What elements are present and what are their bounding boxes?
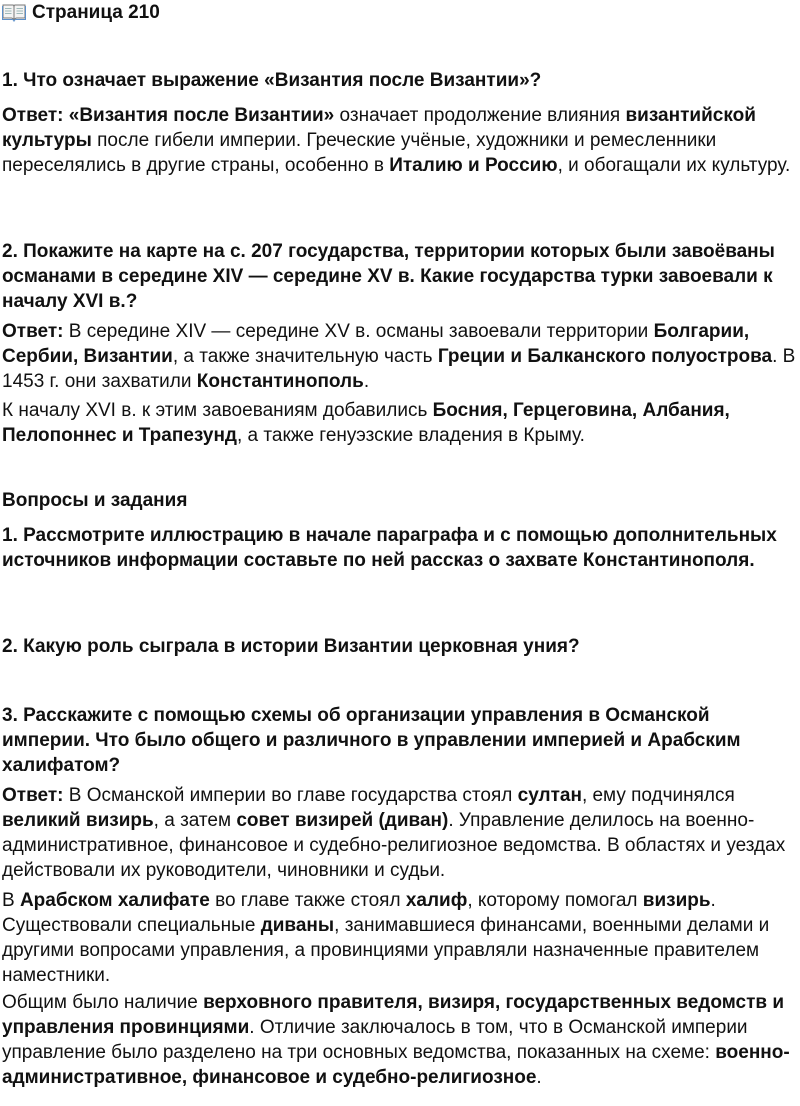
answer-3-text-1 xyxy=(2,783,800,883)
text-run: , ему подчинялся xyxy=(581,785,735,806)
text-run: означает продолжение влияния xyxy=(334,105,626,126)
bold-text-run: Константинополь xyxy=(196,371,364,392)
text-run: , а также значительную часть xyxy=(172,346,438,367)
text-run: , а также генуэзские владения в Крыму. xyxy=(236,425,585,446)
text-run: В xyxy=(2,890,20,911)
bold-text-run: Ответ: xyxy=(2,321,64,342)
text-run: В Османской империи во главе государства стоял xyxy=(63,785,518,806)
answer-2-text-2 xyxy=(2,398,800,448)
bold-text-run: Греции и Балканского полуострова xyxy=(437,346,773,367)
bold-text-run: Италию и Россию xyxy=(389,155,558,176)
text-run: . Управление делилось на военно-административное, финансовое и судебно-религиозное ведомства. В областях и уездах действовали их руководители, чиновники и судьи. xyxy=(2,810,786,881)
bold-text-run: Болгарии, Сербии, Византии xyxy=(2,321,750,367)
text-run: после гибели империи. Греческие учёные, художники и ремесленники переселялись в другие страны, особенно в xyxy=(2,130,717,176)
text-run: В середине XIV — середине XV в. османы завоевали территории xyxy=(63,321,654,342)
task-3-text: 3. Расскажите с помощью схемы об организации управления в Османской империи. Что было общего и различного в управлении империей и Арабским халифатом? xyxy=(2,705,741,776)
bold-text-run: Ответ: xyxy=(2,785,64,806)
bold-text-run: совет визирей (диван) xyxy=(236,810,449,831)
bold-text-run: Арабском халифате xyxy=(19,890,210,911)
answer-3-text-3 xyxy=(2,990,800,1090)
task-2 xyxy=(2,634,800,659)
text-run: . Отличие заключалось в том, что в Османской империи управление было разделено на три основных ведомства, показанных на схеме: xyxy=(2,1017,748,1063)
page-header xyxy=(2,0,160,25)
question-1 xyxy=(2,68,800,93)
answer-3-paragraph-2 xyxy=(2,888,800,988)
bold-text-run: византийской культуры xyxy=(2,105,756,151)
text-run: Общим было наличие xyxy=(2,992,204,1013)
text-run: , а затем xyxy=(153,810,237,831)
task-1-text: 1. Рассмотрите иллюстрацию в начале параграфа и с помощью дополнительных источников информации составьте по ней рассказ о захвате Константинополя. xyxy=(2,525,777,571)
open-book-icon xyxy=(2,2,26,22)
task-3 xyxy=(2,703,800,778)
text-run: во главе также стоял xyxy=(209,890,406,911)
text-run: . В 1453 г. они захватили xyxy=(2,346,796,392)
text-run: . xyxy=(536,1067,542,1088)
answer-1 xyxy=(2,103,800,178)
answer-3-text-2 xyxy=(2,888,800,988)
bold-text-run: Босния, Герцеговина, Албания, Пелопоннес и Трапезунд xyxy=(2,400,730,446)
bold-text-run: халиф xyxy=(405,890,468,911)
text-run: . Существовали специальные xyxy=(2,890,716,936)
answer-1-text xyxy=(2,103,800,178)
bold-text-run: диваны xyxy=(260,915,335,936)
bold-text-run: визирь xyxy=(642,890,711,911)
answer-2-paragraph-1 xyxy=(2,319,800,394)
text-run: . xyxy=(363,371,370,392)
answer-3-paragraph-1 xyxy=(2,783,800,883)
question-2 xyxy=(2,239,800,314)
text-run: , и обогащали их культуру. xyxy=(557,155,791,176)
answer-2-text-1 xyxy=(2,319,800,394)
task-2-text: 2. Какую роль сыграла в истории Византии церковная уния? xyxy=(2,636,580,657)
answer-3-paragraph-3 xyxy=(2,990,800,1090)
section-heading: Вопросы и задания xyxy=(2,490,188,511)
question-1-text: 1. Что означает выражение «Византия после Византии»? xyxy=(2,70,542,91)
text-run: , которому помогал xyxy=(467,890,643,911)
section-title xyxy=(2,488,800,513)
page-title: Страница 210 xyxy=(32,1,160,23)
bold-text-run: султан xyxy=(517,785,582,806)
answer-2-paragraph-2 xyxy=(2,398,800,448)
task-1 xyxy=(2,523,800,573)
bold-text-run: «Византия после Византии» xyxy=(68,105,335,126)
bold-text-run: Ответ: xyxy=(2,105,69,126)
bold-text-run: военно-административное, финансовое и судебно-религиозное xyxy=(2,1042,790,1088)
text-run: , занимавшиеся финансами, военными делами и другими вопросами управления, а провинциями управляли назначенные правителем наместники. xyxy=(2,915,770,986)
text-run: К началу XVI в. к этим завоеваниям добавились xyxy=(2,400,433,421)
bold-text-run: великий визирь xyxy=(2,810,154,831)
question-2-text: 2. Покажите на карте на с. 207 государства, территории которых были завоёваны османами в середине XIV — середине XV в. Какие государства турки завоевали к началу XVI в.? xyxy=(2,241,775,312)
bold-text-run: верховного правителя, визиря, государственных ведомств и управления провинциями xyxy=(2,992,785,1038)
